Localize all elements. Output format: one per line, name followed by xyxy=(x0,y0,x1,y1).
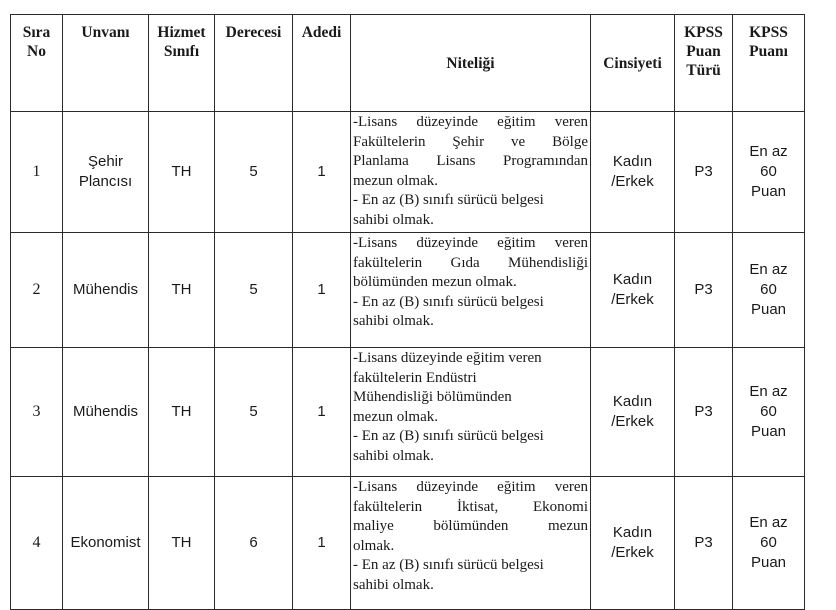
table-row xyxy=(11,233,805,348)
cell-nitelik: -Lisans düzeyinde eğitim veren fakültelerin Gıda Mühendisliği bölümünden mezun olmak. - En az (B) sınıfı sürücü belgesi sahibi olmak. xyxy=(351,233,591,348)
header-row xyxy=(11,15,805,112)
header-adet: Adedi xyxy=(293,15,351,112)
cell-cinsiyet: Kadın /Erkek xyxy=(591,348,675,477)
cell-kpss-puan-turu: P3 xyxy=(675,233,733,348)
cell-derece: 5 xyxy=(215,233,293,348)
header-cinsiyet: Cinsiyeti xyxy=(591,15,675,112)
cell-adet: 1 xyxy=(293,348,351,477)
header-derece: Derecesi xyxy=(215,15,293,112)
cell-unvan: Mühendis xyxy=(63,348,149,477)
table-row xyxy=(11,112,805,233)
cell-adet: 1 xyxy=(293,477,351,610)
cell-unvan: Ekonomist xyxy=(63,477,149,610)
header-hizmet-sinifi: Hizmet Sınıfı xyxy=(149,15,215,112)
cell-unvan: Şehir Plancısı xyxy=(63,112,149,233)
cell-sira-no: 2 xyxy=(11,233,63,348)
header-kpss-puani: KPSS Puanı xyxy=(733,15,805,112)
cell-sira-no: 1 xyxy=(11,112,63,233)
cell-kpss-puan-turu: P3 xyxy=(675,348,733,477)
document-sheet xyxy=(10,14,805,610)
cell-kpss-puan-turu: P3 xyxy=(675,477,733,610)
header-unvan: Unvanı xyxy=(63,15,149,112)
cell-kpss-puan-turu: P3 xyxy=(675,112,733,233)
cell-cinsiyet: Kadın /Erkek xyxy=(591,233,675,348)
cell-hizmet-sinifi: TH xyxy=(149,233,215,348)
cell-derece: 5 xyxy=(215,348,293,477)
cell-hizmet-sinifi: TH xyxy=(149,112,215,233)
cell-derece: 6 xyxy=(215,477,293,610)
table-row xyxy=(11,348,805,477)
cell-sira-no: 3 xyxy=(11,348,63,477)
cell-nitelik: -Lisans düzeyinde eğitim veren fakültelerin Endüstri Mühendisliği bölümünden mezun olmak. - En az (B) sınıfı sürücü belgesi sahibi olmak. xyxy=(351,348,591,477)
cell-hizmet-sinifi: TH xyxy=(149,477,215,610)
header-kpss-puan-turu: KPSS Puan Türü xyxy=(675,15,733,112)
cell-derece: 5 xyxy=(215,112,293,233)
cell-kpss-puani: En az 60 Puan xyxy=(733,233,805,348)
cell-cinsiyet: Kadın /Erkek xyxy=(591,112,675,233)
cell-nitelik: -Lisans düzeyinde eğitim veren Fakültelerin Şehir ve Bölge Planlama Lisans Programından mezun olmak. - En az (B) sınıfı sürücü belgesi sahibi olmak. xyxy=(351,112,591,233)
cell-hizmet-sinifi: TH xyxy=(149,348,215,477)
table-row xyxy=(11,477,805,610)
header-sira-no: Sıra No xyxy=(11,15,63,112)
cell-kpss-puani: En az 60 Puan xyxy=(733,112,805,233)
cell-adet: 1 xyxy=(293,233,351,348)
header-nitelik: Niteliği xyxy=(351,15,591,112)
cell-unvan: Mühendis xyxy=(63,233,149,348)
cell-kpss-puani: En az 60 Puan xyxy=(733,477,805,610)
cell-adet: 1 xyxy=(293,112,351,233)
cell-kpss-puani: En az 60 Puan xyxy=(733,348,805,477)
job-positions-table xyxy=(10,14,805,610)
cell-cinsiyet: Kadın /Erkek xyxy=(591,477,675,610)
cell-sira-no: 4 xyxy=(11,477,63,610)
cell-nitelik: -Lisans düzeyinde eğitim veren fakültelerin İktisat, Ekonomi maliye bölümünden mezun olmak. - En az (B) sınıfı sürücü belgesi sahibi olmak. xyxy=(351,477,591,610)
